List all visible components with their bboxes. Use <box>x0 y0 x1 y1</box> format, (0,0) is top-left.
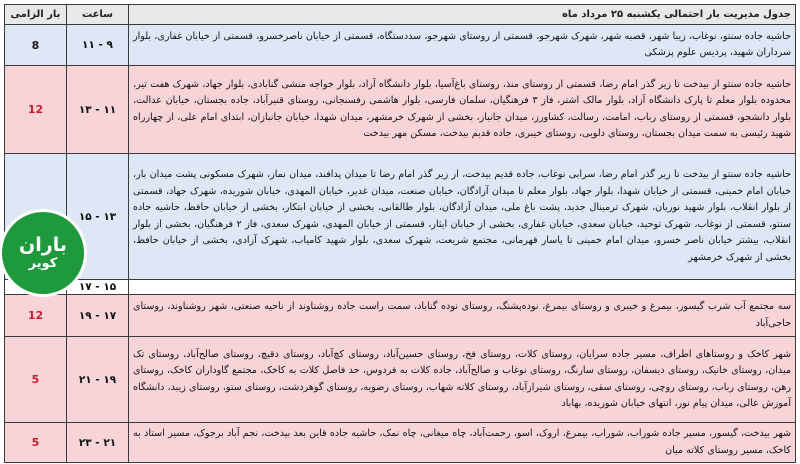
time-cell: ۲۱ - ۲۳ <box>67 423 129 463</box>
load-cell: 12 <box>5 295 67 337</box>
time-cell: ۱۹ - ۲۱ <box>67 337 129 423</box>
areas-cell: شهر کاخک و روستاهای اطراف، مسیر جاده سرایان، روستای کلات، روستای فخ، روستای حسین‌آباد، روستای کچ‌آباد، روستای دقیچ، روستای صالح‌آباد، روستای تک میدان، روستای خانیک، روستای دیسفان، روستای سارنگ، روستای نوغاب و صالح‌آباد، جاده کلات به فردوس، حد فاصل کلات به کاخک، مجتمع گاوداران کاخک، روستای رهن، روستای رباب، روستای روچی، روستای سقی، روستای شیرازآباد، روستای کلاته شهاب، روستای رضویه، روستای گوهردشت، روستای ستو، روستای زیبد، دانشگاه آموزش عالی، میدان پیام نور، انتهای خیابان شوریده، بهاباد <box>129 337 796 423</box>
load-column-header: بار الزامی <box>5 5 67 25</box>
outage-schedule <box>4 4 796 462</box>
table-row <box>5 66 796 154</box>
time-cell: ۱۳ - ۱۵ <box>67 154 129 280</box>
areas-cell <box>129 280 796 295</box>
table-row <box>5 25 796 66</box>
areas-cell: حاشیه جاده سنتو، نوغاب، زیبا شهر، قصبه شهر، شهرک شهرجو، قسمتی از روستای شهرجو، سددستگاه، قسمتی از خیابان ناصرخسرو، قسمتی از خیابان غفاری، بلوار سرداران شهید، پردیس علوم پزشکی <box>129 25 796 66</box>
load-cell: 5 <box>5 337 67 423</box>
baran-kavir-logo <box>2 212 84 294</box>
table-row <box>5 154 796 280</box>
areas-cell: سه مجتمع آب شرب گیسور، بیمرغ و خیبری و روستای بیمرغ، نوده‌پشنگ، روستای نوده گناباد، سمت راست جاده روشناوند از ناحیه صنعتی، شهر روشناوند، روستای حاجی‌آباد <box>129 295 796 337</box>
table-row <box>5 337 796 423</box>
time-cell: ۱۷ - ۱۹ <box>67 295 129 337</box>
table-title: جدول مدیریت بار احتمالی یکشنبه ۲۵ مرداد ماه <box>129 5 796 25</box>
outage-table <box>4 4 796 463</box>
logo-line-2: کویر <box>28 256 58 271</box>
time-cell: ۱۱ - ۱۳ <box>67 66 129 154</box>
table-row <box>5 423 796 463</box>
time-cell: ۱۵ - ۱۷ <box>67 280 129 295</box>
table-header-row <box>5 5 796 25</box>
load-cell: 8 <box>5 25 67 66</box>
load-cell: 5 <box>5 423 67 463</box>
logo-line-1: باران <box>19 234 67 256</box>
load-cell: 12 <box>5 66 67 154</box>
table-row <box>5 280 796 295</box>
time-cell: ۹ - ۱۱ <box>67 25 129 66</box>
areas-cell: حاشیه جاده سنتو از بیدخت تا زیر گذر امام رضا، سرابی نوغاب، جاده قدیم بیدخت، از زیر گذر امام رضا تا میدان پدافند، میدان نماز، شهرک مسکونی پشت میدان بار، خیابان امام خمینی، قسمتی از خیابان شهدا، بلوار جهاد، بلوار معلم تا میدان آزادگان، خیابان صنعت، میدان غدیر، خیابان المهدی، خیابان شوریده، شهرک جهاد، قسمتی از بلوار انقلاب، بلوار شهید نوریان، شهرک ترمینال جدید، پشت باغ ملی، میدان آزادگان، بلوار طالقانی، بخشی از خیابان ابتکار، بخشی از خیابان حافظ، حاشیه جاده سنتو، قسمتی از نوغاب، شهرک توحید، خیابان سعدی، خیابان غفاری، بخشی از خیابان ایثار، قسمتی از خیابان المهدی، شهرک سعدی، فاز ۲ فرهنگیان، بخشی از بلوار انقلاب، بیشتر خیابان ناصر خسرو، میدان امام خمینی تا یاسار قهرمانی، مجتمع شریعت، شهرک سعدی، بلوار شهید کامیاب، شهرک آزادی، بخشی از خیابان حافظ، بخشی از شهرک خرمشهر <box>129 154 796 280</box>
areas-cell: حاشیه جاده سنتو از بیدخت تا زیر گذر امام رضا، قسمتی از روستای منذ، روستای باغ‌آسیا، بلوار دانشگاه آزاد، بلوار خواجه منشی گنابادی، بلوار جهاد، شهرک هفت تیر، محدوده بلوار معلم تا پارک دانشگاه آزاد، بلوار مالک اشتر، فاز ۳ فرهنگیان، سلمان فارسی، بلوار هاشمی رفسنجانی، روستای قنبرآباد، جاده بجستان، خیابان عدالت، بلوار دانشجو، قسمتی از روستای رباب، امامت، رسالت، کشاورز، میدان جانباز، بخشی از شهرک خرمشهر، میدان شهدا، خیابان جانبازان، ابتدای امام علی، از چهارراه شهید رئیسی به سمت میدان بجستان، روستای دلویی، روستای خیبری، جاده قدیم بیدخت، مسکن مهر بیدخت <box>129 66 796 154</box>
areas-cell: شهر بیدخت، گیسور، مسیر جاده شوراب، شوراب، بیمرغ، اروک، اسو، رحمت‌آباد، چاه میغانی، چاه نمک، حاشیه جاده قاین بعد بیدخت، نجم آباد برجوک، مسیر استاد به کاخک، مسیر روستای کلاته میان <box>129 423 796 463</box>
time-column-header: ساعت <box>67 5 129 25</box>
table-row <box>5 295 796 337</box>
